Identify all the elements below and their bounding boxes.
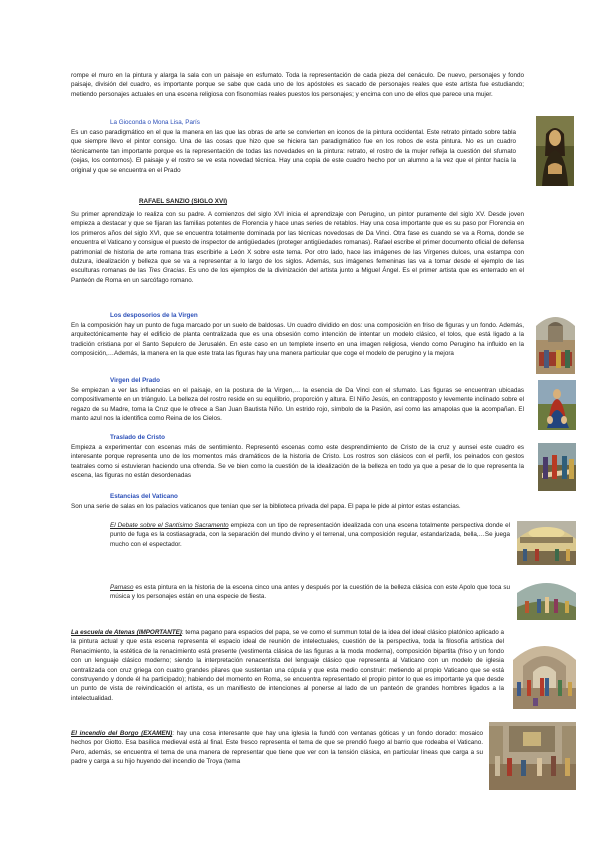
escuela-atenas-image <box>513 638 576 709</box>
heading-gioconda: La Gioconda o Mona Lisa, París <box>110 119 200 126</box>
traslado-paragraph: Empieza a experimentar con escenas más de sentimiento. Representó escenas como este desprendimiento de Cristo de la cruz y aunsei este cuadro es interesante porque representa uno de los momentos más dramáticos de la historia de Cristo. Los rostros son clásicos con el perfil, los peinados con gestos teatrales como si estuvieran haciendo una ofrenda. Se ve bien como la cuestión de la idealización de la belleza en todo ya que a pesar de lo que representa la escena, las figuras no están desordenadas <box>71 444 524 480</box>
borgo-title: El incendio del Borgo (EXAMEN) <box>71 730 173 737</box>
rafael-text: Su primer aprendizaje lo realiza con su padre. A comienzos del siglo XVI inicia el aprendizaje con Perugino, un pintor puramente del siglo XV. Desde joven empieza a destacar y que se fijaran las familias potentes de Florencia y hace unas series de retablos. Hay una cosa importante que es su paso por Florencia en los primeros años del siglo XVI, que se encuentra totalmente dominada por las técnicas novedosas de Da Vinci. Otra fase es cuando se va a Roma, donde se encuentra el Vaticano y consigue el puesto de inspector de antigüedades (proteger antigüedades romanas). Rafael escribe el primer documento oficial de defensa patrimonial de historia de arte romana tras escribirle a León X sobre este tema. Por otro lado, hace las imágenes de las Vírgenes dulces, una estampa con dulzura, idealización y belleza que se va a representar a lo largo de los siglos. Además, sus imágenes femeninas las va a tomar desde el ejemplo de las esculturas romanas de las <box>71 211 524 275</box>
tres-gracias-text: Tres Gracias <box>148 267 185 275</box>
rafael-text-end: . Es uno de los ejemplos de la divinización del artista junto a Miguel Ángel. Es el primer artista que es enterrado en el Panteón de Roma en un sarcófago romano. <box>71 267 525 284</box>
rafael-paragraph <box>71 210 524 285</box>
traslado-image <box>538 443 576 491</box>
heading-estancias: Estancias del Vaticano <box>110 493 178 500</box>
desposorios-image <box>536 312 575 374</box>
heading-virgen-prado: Virgen del Prado <box>110 377 160 384</box>
debate-paragraph <box>110 521 510 549</box>
atenas-paragraph <box>71 628 504 703</box>
debate-text: empieza con un tipo de representación idealizada con una escena totalmente perspectiva donde el punto de fuga es la costiasagrada, con la separación del mundo divino y el terrenal, una composición regular, estandarizada, bella,…Se juega mucho con el espectador. <box>110 522 510 548</box>
debate-title: El Debate sobre el Santísimo Sacramento <box>110 522 229 529</box>
incendio-borgo-image <box>489 722 576 790</box>
heading-desposorios: Los desposorios de la Virgen <box>110 312 198 319</box>
gioconda-paragraph: Es un caso paradigmático en el que la manera en las que las obras de arte se convierten en iconos de la pintura occidental. Este retrato pintado sobre tabla que siempre llevo el pintor consigo. Una de las cosas que hizo que se hiciera tan paradigmático fue en los robos de esta pintura. No es un cuadro técnicamente tan importante porque es la representación de todas las novedades en la pintura: retrato, el rostro de la mujer refleja la cuestión del sfumato (cejas, los contornos). El paisaje y el rostro se ve esta novedad técnica. Hay una copia de este cuadro hecho por un alumno a la vez que el pintor hacía la original y que se encuentra en el Prado <box>71 129 516 174</box>
desposorios-paragraph: En la composición hay un punto de fuga marcado por un suelo de baldosas. Un cuadro dividido en dos: una composición en friso de figuras y un fondo. Además, arquitectónicamente hay el edificio de planta centralizada que es una obsesión como intención de intentar un modelo clásico, el tolos, que está ligado a la tradición cristiana por el Santo Sepulcro de Jerusalén. En este caso en un templete inserto en una imagen religiosa, viendo como Perugino ha influido en la composición,…Además, la manera en la que este trata las figuras hay una manera particular que coge el modelo de perugino y la mejora <box>71 322 524 358</box>
debate-sacramento-image <box>517 521 576 565</box>
virgen-prado-image <box>538 380 576 430</box>
atenas-title: La escuela de Atenas (IMPORTANTE) <box>71 629 182 636</box>
heading-rafael: RAFAEL SANZIO (SIGLO XVI) <box>139 198 228 205</box>
intro-paragraph: rompe el muro en la pintura y alarga la sala con un paisaje en esfumato. Toda la representación de cada pieza del cenáculo. De nuevo, personajes y fondo paisaje, división del cuadro, es importante porque se sabe que cada uno de los apóstoles es sacado de personajes reales que este artista fue estudiando; metiendo personajes actuales en una escena religiosa con fisonomías reales puestos los personajes; y encima con uno de ellos que parece una mujer. <box>71 72 524 98</box>
parnaso-title: Parnaso <box>110 584 134 591</box>
atenas-text: : tema pagano para espacios del papa, se ve como el summun total de la idea del ideal clásico platónico aplicado a la pintura actual y que esta escena representa el espacio ideal de reunión de intelectuales, cuestión de la perspectiva, toda la filosofía artística del Renacimiento, la estética de la renacimiento está presente (vestimenta clásica de las figuras a la moda moderna), composición bipartita (friso y un fondo con un lenguaje clásico moderno; siendo la interpretación renacentista del lenguaje clásico que representa al Vaticano con un modelo de iglesia centralizada con cruz griega con cuatro grandes pilares que sustentan una cúpula y que esta medio construir: metiendo al propio Vaticano que se está construyendo y donde él ha participado); habiendo del momento en Roma, se encuentra representado el propio pintor lo que es importante ya que desde un punto de vista de reivindicación el artista, es un manifiesto de intenciones al ponerse al lado de un panteón de grandes hombres ligados a la intelectualidad. <box>71 629 504 702</box>
parnaso-text: es esta pintura en la historia de la escena cinco una antes y después por la cuestión de la belleza clásica con este Apolo que toca su música y los personajes están en una especie de fiesta. <box>110 584 510 601</box>
estancias-paragraph: Son una serie de salas en los palacios vaticanos que tenían que ser la biblioteca privada del papa. El papa le pide al pintor estas estancias. <box>71 503 461 510</box>
parnaso-paragraph <box>110 583 510 602</box>
heading-traslado: Traslado de Cristo <box>110 434 165 441</box>
mona-lisa-image <box>536 116 574 186</box>
borgo-paragraph <box>71 729 483 767</box>
virgen-prado-paragraph: Se empiezan a ver las influencias en el paisaje, en la postura de la Virgen,… la esencia de Da Vinci con el sfumato. Las figuras se encuentran ubicadas compositivamente en un triángulo. La belleza del rostro reside en su equilibrio, proporción y altura. El Niño Jesús, en contrapposto y levemente inclinado sobre el regazo de su Madre, toma la Cruz que le ofrece a San Juan Bautista Niño. Un estrido rojo, símbolo de la Pasión, así como las amapolas que la acompañan. El manto azul nos la identifica como Reina de los Cielos. <box>71 387 524 423</box>
borgo-text: : hay una cosa interesante que hay una iglesia la fundó con ventanas góticas y un fondo dorado: mosaico hechos por Giotto. Esa basílica medieval está al final. Este fresco representa el tema de que se prendió fuego al barrio que rodeaba el Vaticano. Pero, además, se encuentra el tema de una manera de representar que tiene que ver con la tensión clásica, en particular líneas que carga a su padre y carga a su hijo huyendo del incendio de Troya (tema <box>71 730 484 766</box>
parnaso-image <box>517 577 576 620</box>
